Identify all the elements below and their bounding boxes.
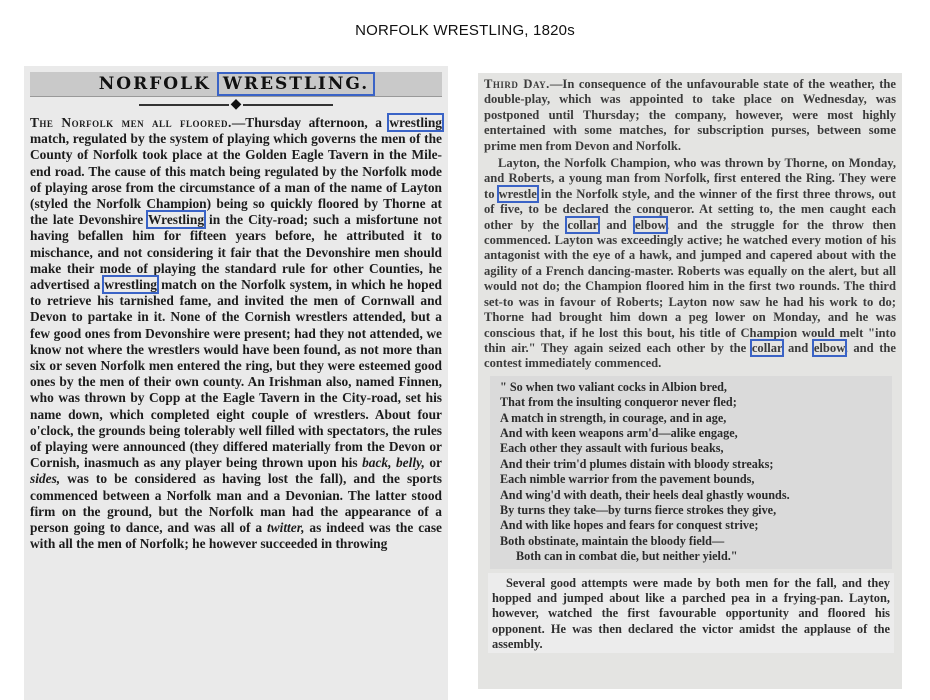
right-article-para-1: Third Day.—In consequence of the unfavourable state of the weather, the double-play, which was appointed to take place on Wednesday, was postponed until Thursday; the company, however, were most highly entertained with some matches, for subscription purses, between some prime men from Devon and Norfolk. xyxy=(484,77,896,153)
poem-quotation xyxy=(490,376,892,569)
highlighted-keyword: wrestle xyxy=(498,186,537,201)
highlighted-keyword: collar xyxy=(751,340,783,355)
italic-text: sides, xyxy=(30,471,61,487)
right-article-para-3: Several good attempts were made by both men for the fall, and they hopped and jumped about like a parched pea in a frying-pan. Layton, however, watched the first favourable opportunity and floored his opponent. He was then declared the victor amidst the applause of the assembly. xyxy=(488,573,894,653)
highlighted-keyword: elbow xyxy=(634,217,666,232)
highlighted-keyword: wrestling xyxy=(104,277,157,293)
page-title: NORFOLK WRESTLING, 1820s xyxy=(355,22,575,39)
diamond-ornament-icon: ◆ xyxy=(230,97,242,112)
left-article-body: The Norfolk men all floored.—Thursday afternoon, a wrestling match, regulated by the system of playing which governs the men of the County of Norfolk took place at the Golden Eagle Tavern in the Mile-end road. The cause of this match being regulated by the Norfolk mode of playing arose from the circumstance of a man of the name of Layton (styled the Norfolk Champion) being so quickly floored by Thorne at the late Devonshire Wrestling in the City-road; such a misfortune not having befallen him for fifteen years before, he attributed it to mischance, and not considering it fair that the Devonshire men should make their mode of playing the standard rule for other Counties, he advertised a wrestling match on the Norfolk system, in which he hoped to retrieve his tarnished fame, and invited the men of Cornwall and Devon to partake in it. None of the Cornish wrestlers attended, but a few good ones from Devonshire were present; had they not attended, we know not where the wrestlers would have been found, as not more than six or seven Norfolk men entered the ring, but they were esteemed good ones by the men of their own county. An Irishman also, named Finnen, who was thrown by Copp at the Eagle Tavern in the City-road, set his name down, which completed eight couple of wrestlers. About four o'clock, the grounds being tolerably well filled with spectators, the rules of playing were announced (they differed materially from the Devon or Cornish, inasmuch as any player being thrown upon his back, belly, or sides, was to be considered as having lost the fall), and the sports commenced between a Norfolk man and a Devonian. The latter stood firm on the ground, but the Norfolk man had the appearance of a person going to dance, and was all of a twitter, as indeed was the case with all the men of Norfolk; he however succeeded in throwing xyxy=(30,115,442,552)
poem-line: That from the insulting conqueror never fled; xyxy=(500,395,737,410)
ornamental-rule xyxy=(24,97,448,113)
highlighted-keyword: Wrestling xyxy=(147,212,205,228)
poem-line: A match in strength, in courage, and in age, xyxy=(500,410,727,425)
poem-line: Each nimble warrior from the pavement bounds, xyxy=(500,472,755,487)
highlighted-keyword: wrestling xyxy=(389,115,442,130)
clipping-masthead xyxy=(30,72,442,97)
poem-line: And their trim'd plumes distain with bloody streaks; xyxy=(500,456,774,471)
poem-line: And with keen weapons arm'd—alike engage, xyxy=(500,425,738,440)
highlighted-keyword: collar xyxy=(567,217,599,232)
poem-line: By turns they take—by turns fierce strokes they give, xyxy=(500,502,777,517)
right-newspaper-clipping xyxy=(478,73,902,689)
poem-line: And wing'd with death, their heels deal ghastly wounds. xyxy=(500,487,790,502)
highlighted-keyword: elbow xyxy=(813,340,845,355)
poem-line: " So when two valiant cocks in Albion bred, xyxy=(500,379,727,394)
italic-text: twitter, xyxy=(266,520,305,536)
left-newspaper-clipping xyxy=(24,66,448,700)
article-heading: Third Day. xyxy=(484,77,550,91)
right-article-para-2: Layton, the Norfolk Champion, who was thrown by Thorne, on Monday, and Roberts, a young man from Norfolk, first entered the Ring. They were to wrestle in the Norfolk style, and the winner of the first three throws, out of five, to be declared the conqueror. At setting to, the men caught each other by the collar and elbow, and the struggle for the throw then commenced. Layton was exceedingly active; he watched every motion of his antagonist with the eye of a hawk, and jumped and capered about with the agility of a French dancing-master. Roberts was equally on the alert, but all would not do; the Champion floored him in the first two rounds. The third set-to was in favour of Roberts; Layton now saw he had his work to do; Thorne had brought him down a peg lower on Monday, and he was conscious that, if he lost this bout, his title of Champion would melt "into thin air." They again seized each other by the collar and elbow, and the contest immediately commenced. xyxy=(484,156,896,371)
masthead-word-wrestling-highlighted: WRESTLING. xyxy=(219,74,373,94)
italic-text: back, belly, xyxy=(362,455,425,471)
poem-line: Both can in combat die, but neither yield." xyxy=(516,549,738,564)
poem-line: Each other they assault with furious beaks, xyxy=(500,441,724,456)
poem-line: Both obstinate, maintain the bloody field— xyxy=(500,533,725,548)
poem-line: And with like hopes and fears for conquest strive; xyxy=(500,518,759,533)
masthead-word-norfolk: NORFOLK xyxy=(98,74,211,94)
article-heading: The Norfolk men all floored. xyxy=(30,115,232,130)
